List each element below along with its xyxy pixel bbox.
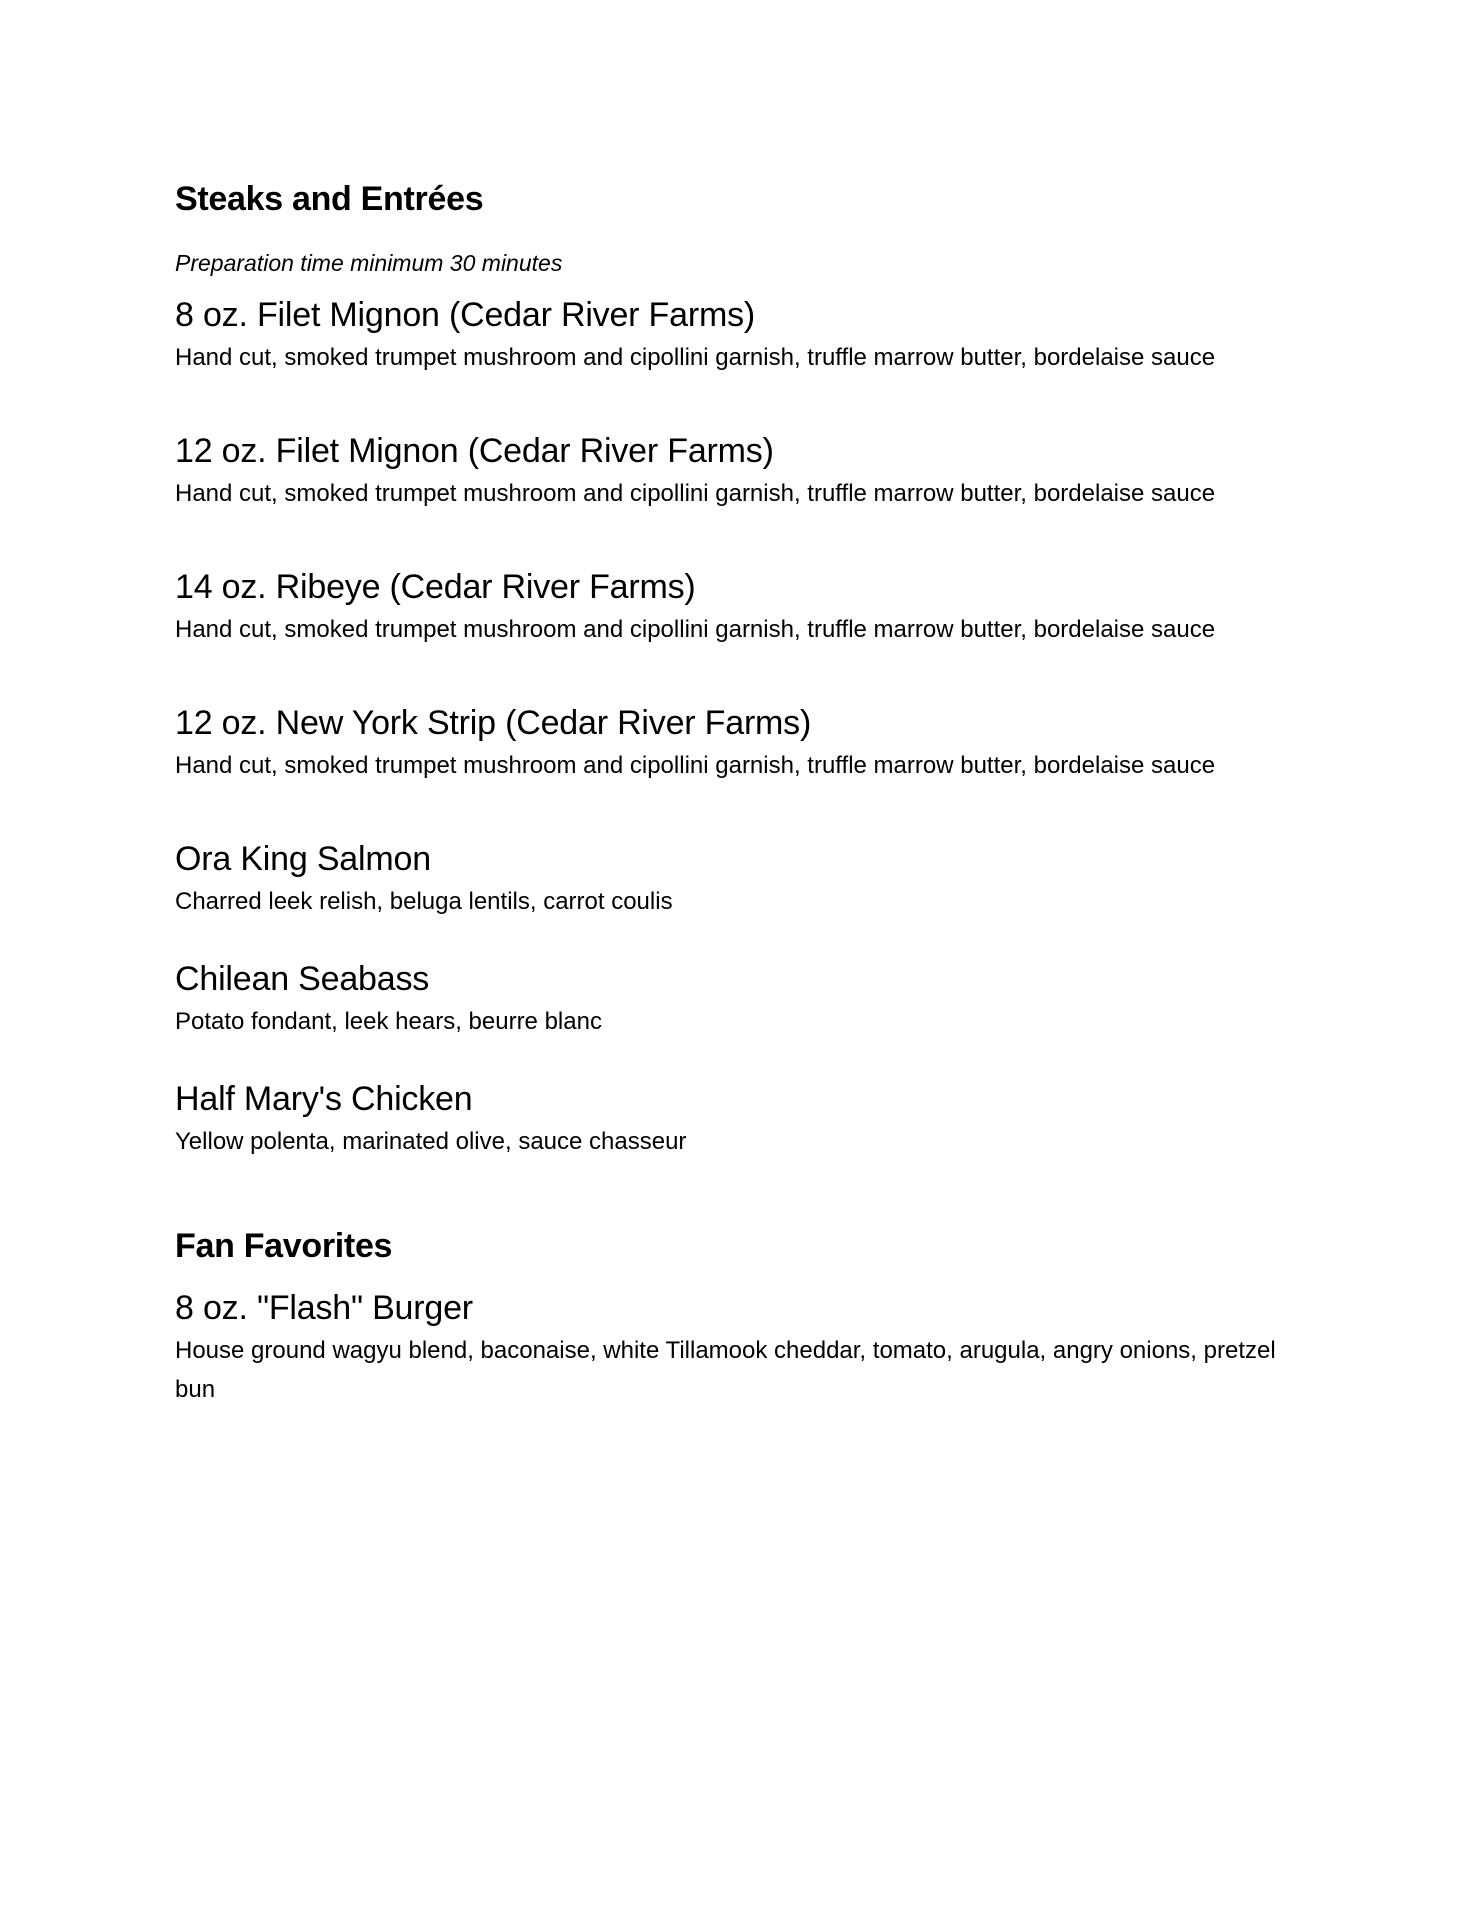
item-description: Potato fondant, leek hears, beurre blanc	[175, 1008, 602, 1035]
item-description: Charred leek relish, beluga lentils, carrot coulis	[175, 888, 673, 915]
item-description: Hand cut, smoked trumpet mushroom and cipollini garnish, truffle marrow butter, bordelaise sauce	[175, 344, 1216, 371]
section-note: Preparation time minimum 30 minutes	[175, 250, 563, 276]
menu-item	[175, 701, 1325, 785]
item-name: Chilean Seabass	[175, 960, 430, 998]
menu-item	[175, 293, 1325, 377]
menu-item	[175, 1286, 1325, 1409]
section-title: Steaks and Entrées	[175, 180, 484, 218]
item-name: 8 oz. Filet Mignon (Cedar River Farms)	[175, 296, 755, 334]
item-description: Yellow polenta, marinated olive, sauce chasseur	[175, 1128, 687, 1155]
menu-items-list	[175, 293, 1325, 1161]
section-title: Fan Favorites	[175, 1227, 393, 1265]
item-name: 12 oz. New York Strip (Cedar River Farms)	[175, 704, 812, 742]
menu-page	[175, 175, 1325, 1409]
section-fan-favorites	[175, 1222, 1325, 1409]
item-name: 12 oz. Filet Mignon (Cedar River Farms)	[175, 432, 774, 470]
menu-items-list	[175, 1286, 1325, 1409]
menu-item	[175, 565, 1325, 649]
item-description: House ground wagyu blend, baconaise, white Tillamook cheddar, tomato, arugula, angry onions, pretzel bun	[175, 1337, 1276, 1403]
item-description: Hand cut, smoked trumpet mushroom and cipollini garnish, truffle marrow butter, bordelaise sauce	[175, 752, 1216, 779]
item-name: Half Mary's Chicken	[175, 1080, 473, 1118]
menu-item	[175, 1077, 1325, 1161]
item-name: 14 oz. Ribeye (Cedar River Farms)	[175, 568, 696, 606]
section-steaks-entrees	[175, 175, 1325, 1161]
item-description: Hand cut, smoked trumpet mushroom and cipollini garnish, truffle marrow butter, bordelaise sauce	[175, 480, 1216, 507]
item-name: 8 oz. "Flash" Burger	[175, 1289, 473, 1327]
menu-item	[175, 837, 1325, 921]
menu-item	[175, 429, 1325, 513]
item-description: Hand cut, smoked trumpet mushroom and cipollini garnish, truffle marrow butter, bordelaise sauce	[175, 616, 1216, 643]
item-name: Ora King Salmon	[175, 840, 431, 878]
menu-item	[175, 957, 1325, 1041]
